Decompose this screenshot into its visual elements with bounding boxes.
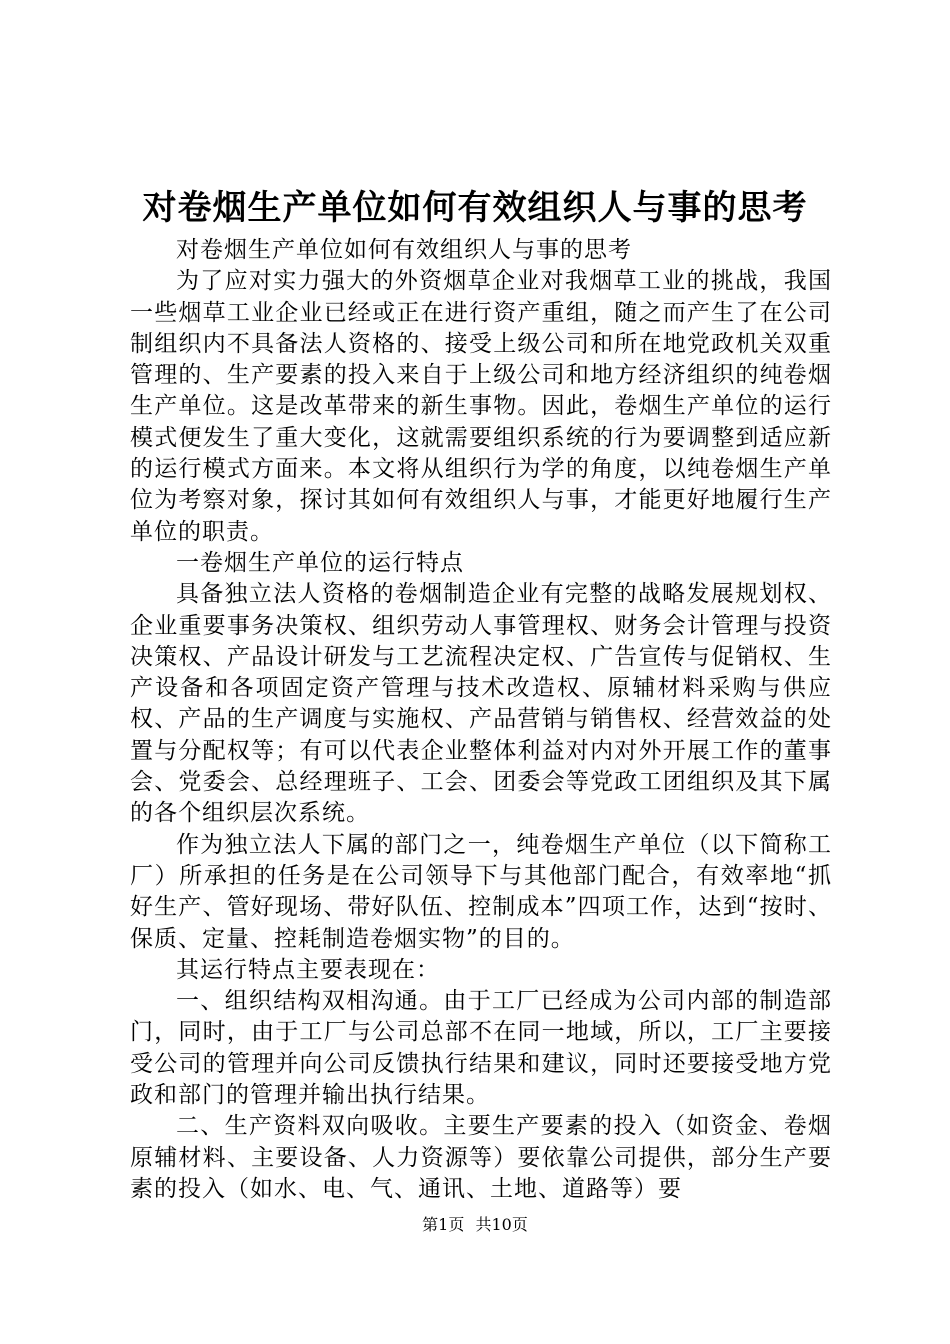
paragraph: 二、生产资料双向吸收。主要生产要素的投入（如资金、卷烟原辅材料、主要设备、人力资源等）要依靠公司提供，部分生产要素的投入（如水、电、气、通讯、土地、道路等）要 (130, 1113, 832, 1202)
document-body (130, 235, 832, 1205)
section-heading: 一卷烟生产单位的运行特点 (176, 549, 464, 576)
document-title: 对卷烟生产单位如何有效组织人与事的思考 (142, 188, 808, 228)
paragraph: 作为独立法人下属的部门之一，纯卷烟生产单位（以下简称工厂）所承担的任务是在公司领导下与其他部门配合，有效率地“抓好生产、管好现场、带好队伍、控制成本”四项工作，达到“按时、保质、定量、控耗制造卷烟实物”的目的。 (130, 831, 832, 952)
paragraph-subtitle: 对卷烟生产单位如何有效组织人与事的思考 (176, 237, 632, 263)
page-number: 第1页 (422, 1215, 465, 1234)
paragraph: 其运行特点主要表现在： (176, 956, 440, 983)
paragraph: 具备独立法人资格的卷烟制造企业有完整的战略发展规划权、企业重要事务决策权、组织劳动人事管理权、财务会计管理与投资决策权、产品设计研发与工艺流程决定权、广告宣传与促销权、生产设备和各项固定资产管理与技术改造权、原辅材料采购与供应权、产品的生产调度与实施权、产品营销与销售权、经营效益的处置与分配权等；有可以代表企业整体利益对内对外开展工作的董事会、党委会、总经理班子、工会、团委会等党政工团组织及其下属的各个组织层次系统。 (130, 581, 832, 827)
page-total: 共10页 (475, 1215, 528, 1234)
page-footer (0, 1213, 950, 1237)
paragraph: 一、组织结构双相沟通。由于工厂已经成为公司内部的制造部门，同时，由于工厂与公司总部不在同一地域，所以，工厂主要接受公司的管理并向公司反馈执行结果和建议，同时还要接受地方党政和部门的管理并输出执行结果。 (130, 988, 832, 1109)
paragraph-intro: 为了应对实力强大的外资烟草企业对我烟草工业的挑战，我国一些烟草工业企业已经或正在进行资产重组，随之而产生了在公司制组织内不具备法人资格的、接受上级公司和所在地党政机关双重管理的、生产要素的投入来自于上级公司和地方经济组织的纯卷烟生产单位。这是改革带来的新生事物。因此，卷烟生产单位的运行模式便发生了重大变化，这就需要组织系统的行为要调整到适应新的运行模式方面来。本文将从组织行为学的角度，以纯卷烟生产单位为考察对象，探讨其如何有效组织人与事，才能更好地履行生产单位的职责。 (130, 268, 832, 545)
